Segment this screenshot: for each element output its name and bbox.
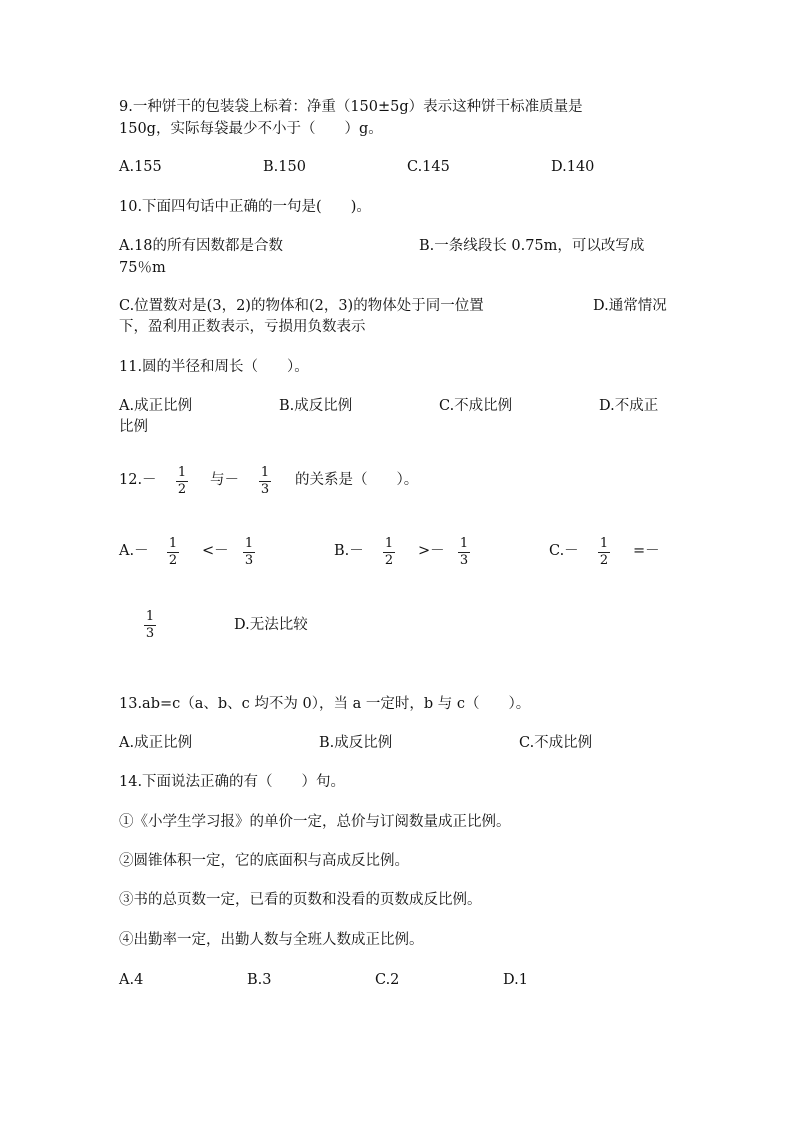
q10-stem: 10.下面四句话中正确的一句是( )。 — [119, 199, 371, 215]
q12-option-c-fraction-half — [597, 536, 611, 568]
q10-option-c[interactable]: C.位置数对是(3，2)的物体和(2，3)的物体处于同一位置 — [119, 298, 484, 314]
q10-option-b-line2[interactable]: 75％m — [119, 260, 166, 276]
q9-option-c[interactable]: C.145 — [407, 159, 450, 175]
q14-option-d[interactable]: D.1 — [503, 972, 528, 988]
fraction-denominator: 3 — [244, 553, 254, 568]
q12-stem-mid: 与－ — [210, 472, 239, 488]
q13-option-b[interactable]: B.成反比例 — [319, 735, 393, 751]
fraction-denominator: 2 — [599, 553, 609, 568]
fraction-denominator: 3 — [145, 626, 155, 641]
fraction-denominator: 3 — [459, 553, 469, 568]
q12-stem-fraction-half — [175, 465, 189, 497]
q11-option-a[interactable]: A.成正比例 — [119, 398, 193, 414]
q12-option-b-fraction-half — [382, 536, 396, 568]
q12-stem-fraction-third — [258, 465, 272, 497]
fraction-numerator: 1 — [599, 536, 609, 551]
q10-option-d-line2[interactable]: 下，盈利用正数表示，亏损用负数表示 — [119, 319, 366, 335]
q11-stem: 11.圆的半径和周长（ ）。 — [119, 359, 309, 375]
fraction-numerator: 1 — [177, 465, 187, 480]
q9-stem-line2: 150g，实际每袋最少不小于（ ）g。 — [119, 121, 383, 137]
q14-statement-2: ②圆锥体积一定，它的底面积与高成反比例。 — [119, 853, 409, 869]
fraction-denominator: 3 — [260, 482, 270, 497]
q13-option-c[interactable]: C.不成比例 — [519, 735, 593, 751]
q12-option-c-relation: =－ — [633, 543, 660, 559]
q10-option-a[interactable]: A.18的所有因数都是合数 — [119, 238, 284, 254]
q13-stem: 13.ab=c（a、b、c 均不为 0），当 a 一定时，b 与 c（ ）。 — [119, 696, 531, 712]
fraction-numerator: 1 — [168, 536, 178, 551]
q10-option-d-line1[interactable]: D.通常情况 — [593, 298, 667, 314]
q14-option-b[interactable]: B.3 — [247, 972, 272, 988]
q12-option-a-fraction-half — [166, 536, 180, 568]
q14-stem: 14.下面说法正确的有（ ）句。 — [119, 774, 346, 790]
fraction-denominator: 2 — [384, 553, 394, 568]
q9-option-b[interactable]: B.150 — [263, 159, 306, 175]
q14-statement-1: ①《小学生学习报》的单价一定，总价与订阅数量成正比例。 — [119, 814, 511, 830]
q12-stem-prefix: 12.－ — [119, 472, 157, 488]
q11-option-b[interactable]: B.成反比例 — [279, 398, 353, 414]
q9-option-a[interactable]: A.155 — [119, 159, 162, 175]
q12-option-a-prefix: A.－ — [119, 543, 149, 559]
q12-option-b-fraction-third — [457, 536, 471, 568]
fraction-numerator: 1 — [384, 536, 394, 551]
q12-option-b-prefix: B.－ — [334, 543, 364, 559]
q14-option-c[interactable]: C.2 — [375, 972, 400, 988]
fraction-denominator: 2 — [168, 553, 178, 568]
q14-option-a[interactable]: A.4 — [119, 972, 144, 988]
fraction-numerator: 1 — [260, 465, 270, 480]
q9-stem-line1: 9.一种饼干的包装袋上标着：净重（150±5g）表示这种饼干标准质量是 — [119, 99, 583, 115]
fraction-numerator: 1 — [145, 609, 155, 624]
q12-option-c-prefix: C.－ — [549, 543, 579, 559]
fraction-numerator: 1 — [459, 536, 469, 551]
fraction-denominator: 2 — [177, 482, 187, 497]
q12-option-a-fraction-third — [242, 536, 256, 568]
q11-option-d-line2[interactable]: 比例 — [119, 419, 148, 435]
fraction-numerator: 1 — [244, 536, 254, 551]
q9-option-d[interactable]: D.140 — [551, 159, 595, 175]
q11-option-c[interactable]: C.不成比例 — [439, 398, 513, 414]
q14-statement-4: ④出勤率一定，出勤人数与全班人数成正比例。 — [119, 932, 424, 948]
q12-option-a-relation: <－ — [202, 543, 229, 559]
q12-option-b-relation: >－ — [418, 543, 445, 559]
q13-option-a[interactable]: A.成正比例 — [119, 735, 193, 751]
q14-statement-3: ③书的总页数一定，已看的页数和没看的页数成反比例。 — [119, 892, 482, 908]
q11-option-d-line1[interactable]: D.不成正 — [599, 398, 659, 414]
q12-stem-suffix: 的关系是（ ）。 — [295, 472, 419, 488]
q12-option-d[interactable]: D.无法比较 — [234, 617, 308, 633]
q10-option-b-line1[interactable]: B.一条线段长 0.75m，可以改写成 — [419, 238, 645, 254]
q12-option-c-fraction-third — [143, 609, 157, 641]
